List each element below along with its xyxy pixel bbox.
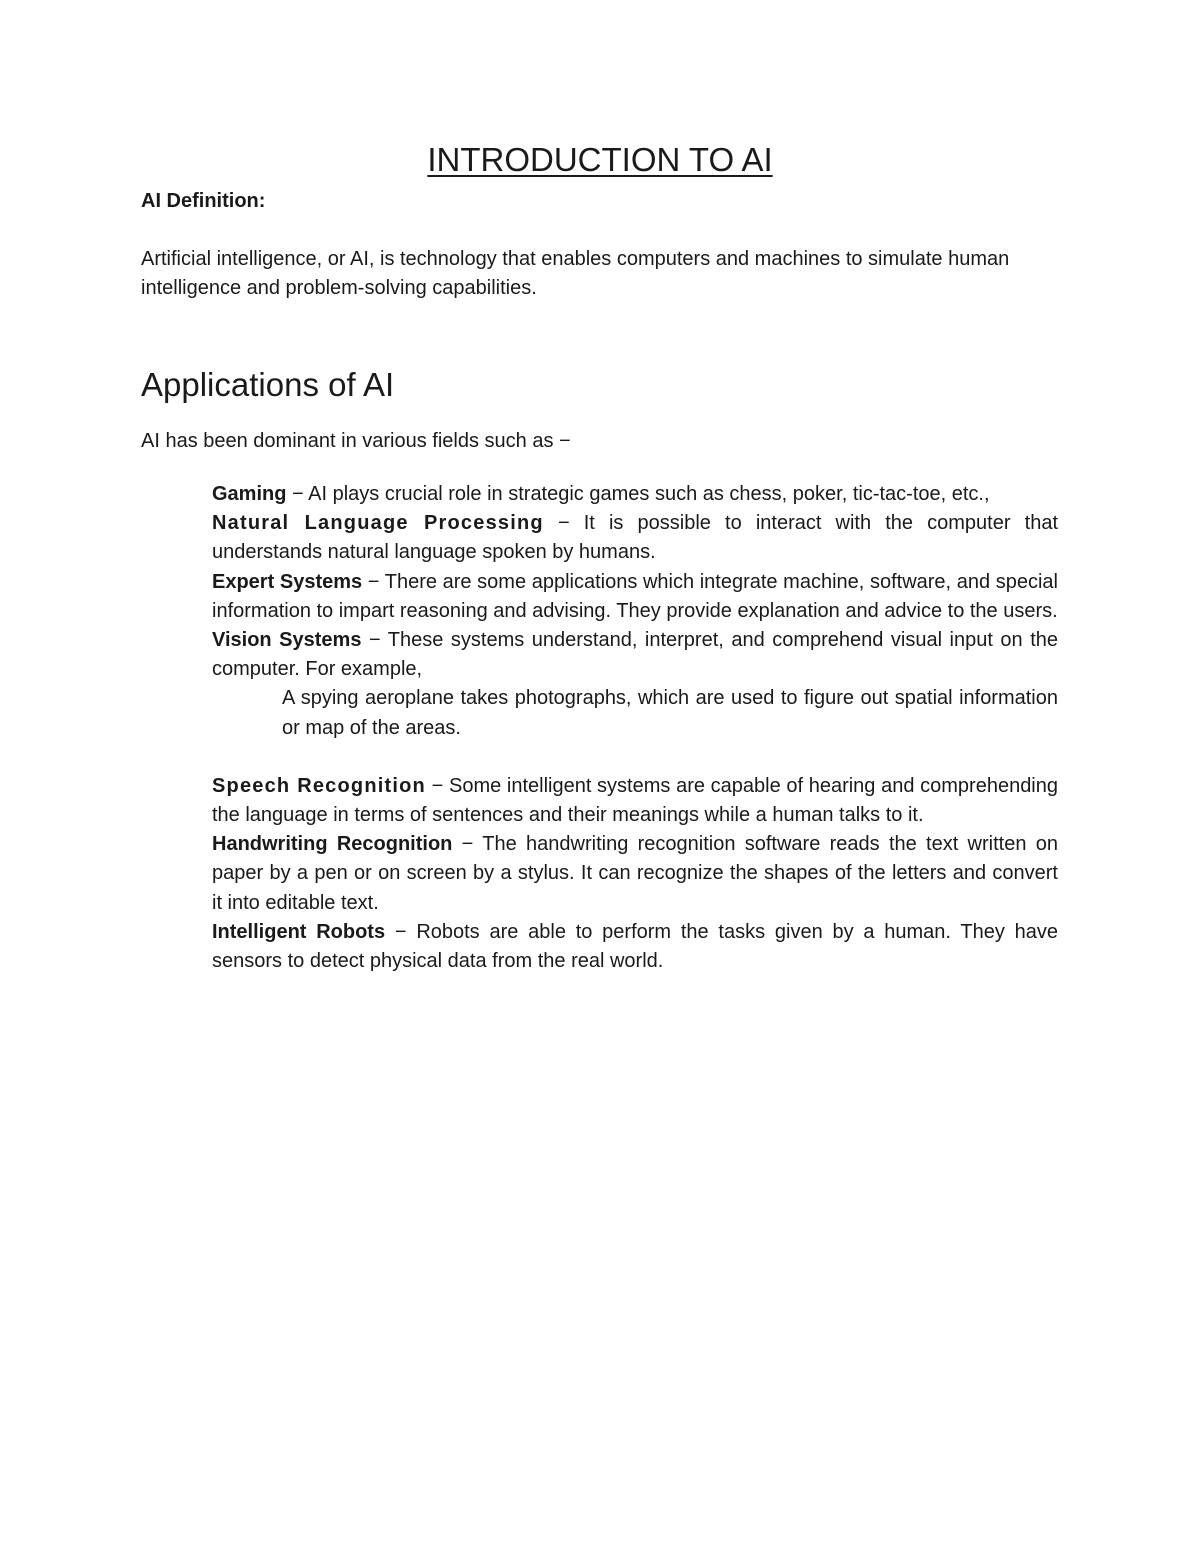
paragraph-spacer <box>212 743 1058 772</box>
application-example: A spying aeroplane takes photographs, which are used to figure out spatial information or map of the areas. <box>282 687 1058 739</box>
application-description: − The handwriting recognition software reads the text written on paper by a pen or on screen by a stylus. It can recognize the shapes of the letters and convert it into editable text. <box>212 833 1059 914</box>
application-description: − There are some applications which integrate machine, software, and special information to impart reasoning and advising. They provide explanation and advice to the users. <box>212 570 1058 622</box>
definition-label: AI Definition: <box>141 190 266 212</box>
application-description: − It is possible to interact with the computer that understands natural language spoken by humans. <box>212 512 1058 564</box>
document-title: INTRODUCTION TO AI <box>427 141 773 178</box>
application-item-gaming <box>212 480 1058 509</box>
application-item-expert-systems <box>212 568 1058 626</box>
application-term: Vision Systems <box>212 629 362 652</box>
application-term: Handwriting Recognition <box>212 833 453 856</box>
application-term: Speech Recognition <box>212 774 426 797</box>
applications-heading: Applications of AI <box>141 366 395 403</box>
application-description: − AI plays crucial role in strategic games such as chess, poker, tic-tac-toe, etc., <box>286 483 990 505</box>
application-item-speech-recognition <box>212 772 1058 830</box>
application-term: Gaming <box>212 483 287 505</box>
application-term: Expert Systems <box>212 570 363 593</box>
definition-text: Artificial intelligence, or AI, is technology that enables computers and machines to simulate human intelligence and problem-solving capabilities. <box>141 248 1010 299</box>
application-item-intelligent-robots <box>212 918 1058 976</box>
application-description: − Some intelligent systems are capable of hearing and comprehending the language in terms of sentences and their meanings while a human talks to it. <box>212 774 1058 827</box>
application-description: − Robots are able to perform the tasks given by a human. They have sensors to detect physical data from the real world. <box>212 920 1058 973</box>
application-description: − These systems understand, interpret, and comprehend visual input on the computer. For example, <box>212 629 1058 681</box>
applications-list <box>212 480 1058 976</box>
application-item-nlp <box>212 509 1058 567</box>
applications-intro: AI has been dominant in various fields such as − <box>141 430 571 452</box>
application-term: Intelligent Robots <box>212 920 386 943</box>
application-term: Natural Language Processing <box>212 512 544 535</box>
application-item-vision-systems <box>212 626 1058 772</box>
application-item-handwriting-recognition <box>212 830 1058 918</box>
